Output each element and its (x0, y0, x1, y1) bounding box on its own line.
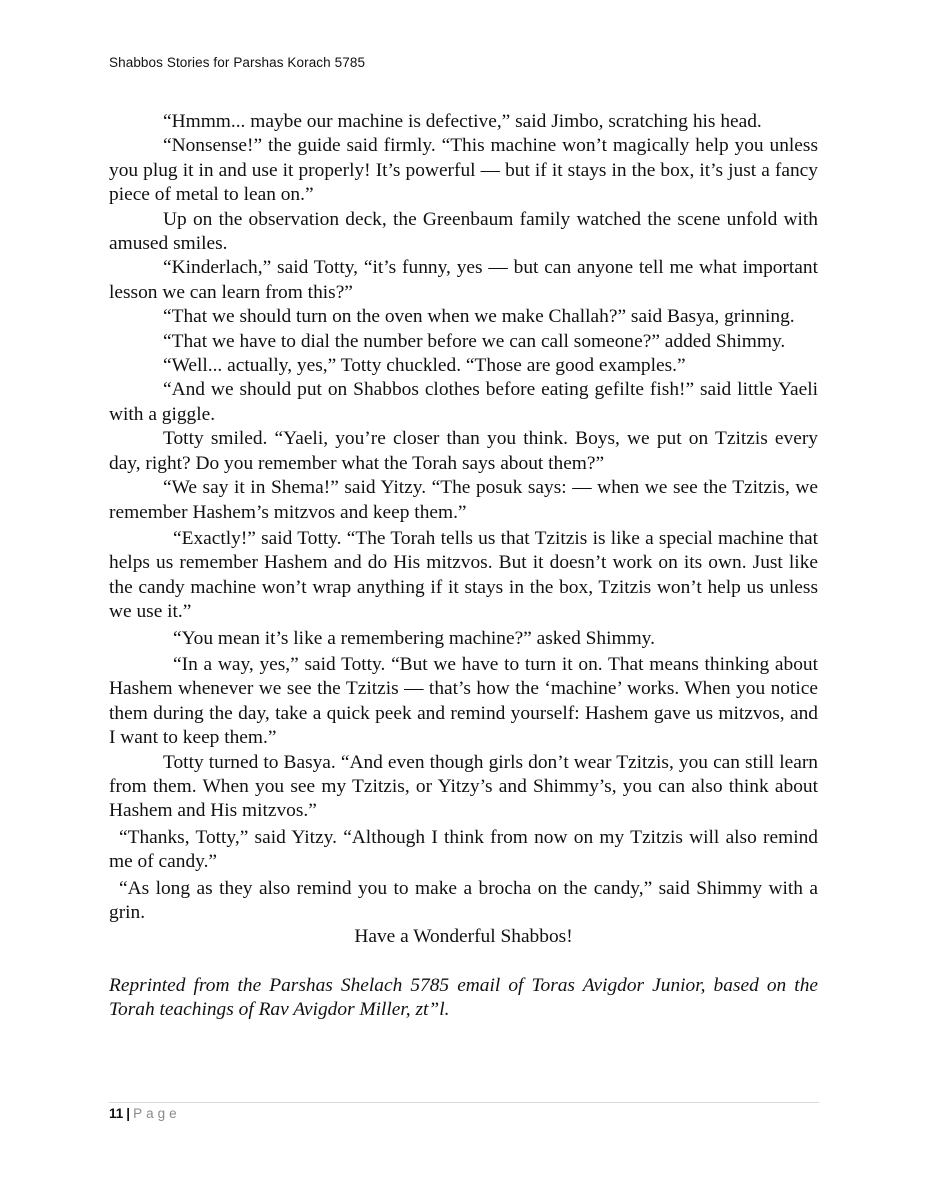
reprint-note: Reprinted from the Parshas Shelach 5785 email of Toras Avigdor Junior, based on the Torah teachings of Rav Avigdor Miller, zt”l. (109, 974, 818, 1020)
story-body (109, 110, 818, 1022)
story-paragraph: “Thanks, Totty,” said Yitzy. “Although I think from now on my Tzitzis will also remind me of candy.” (109, 826, 818, 873)
story-paragraph: Totty smiled. “Yaeli, you’re closer than you think. Boys, we put on Tzitzis every day, right? Do you remember what the Torah says about them?” (109, 428, 818, 474)
story-paragraph: “That we should turn on the oven when we make Challah?” said Basya, grinning. (163, 306, 795, 328)
story-paragraph: “Well... actually, yes,” Totty chuckled. “Those are good examples.” (163, 355, 686, 377)
page-number: 11 (109, 1106, 124, 1121)
story-paragraph: “Exactly!” said Totty. “The Torah tells us that Tzitzis is like a special machine that helps us remember Hashem and do His mitzvos. But it doesn’t work on its own. Just like the candy machine won’t wrap anything if it stays in the box, Tzitzis won’t help us unless we use it.” (109, 527, 818, 623)
story-paragraph: “You mean it’s like a remembering machine?” asked Shimmy. (173, 627, 655, 649)
story-paragraph: Totty turned to Basya. “And even though girls don’t wear Tzitzis, you can still learn from them. When you see my Tzitzis, or Yitzy’s and Shimmy’s, you can also think about Hashem and His mitzvos.” (109, 751, 818, 822)
story-paragraph: “Hmmm... maybe our machine is defective,” said Jimbo, scratching his head. (163, 111, 762, 132)
page-footer (109, 1106, 181, 1121)
story-paragraph: “Kinderlach,” said Totty, “it’s funny, yes — but can anyone tell me what important lesson we can learn from this?” (109, 257, 818, 303)
story-paragraph: “We say it in Shema!” said Yitzy. “The posuk says: — when we see the Tzitzis, we remember Hashem’s mitzvos and keep them.” (109, 477, 818, 523)
story-paragraph: “That we have to dial the number before we can call someone?” added Shimmy. (163, 330, 786, 352)
story-paragraph: “In a way, yes,” said Totty. “But we have to turn it on. That means thinking about Hashem whenever we see the Tzitzis — that’s how the ‘machine’ works. When you notice them during the day, take a quick peek and remind yourself: Hashem gave us mitzvos, and I want to keep them.” (109, 653, 818, 749)
page-header: Shabbos Stories for Parshas Korach 5785 (109, 55, 366, 70)
footer-divider (109, 1102, 819, 1103)
closing-line: Have a Wonderful Shabbos! (354, 926, 573, 948)
story-paragraph: “And we should put on Shabbos clothes before eating gefilte fish!” said little Yaeli with a giggle. (109, 379, 818, 425)
story-paragraph: “Nonsense!” the guide said firmly. “This machine won’t magically help you unless you plug it in and use it properly! It’s powerful — but if it stays in the box, it’s just a fancy piece of metal to lean on.” (109, 135, 818, 206)
page-label: Page (133, 1106, 181, 1121)
footer-separator: | (126, 1106, 131, 1121)
story-paragraph: “As long as they also remind you to make a brocha on the candy,” said Shimmy with a grin. (109, 877, 818, 923)
story-paragraph: Up on the observation deck, the Greenbaum family watched the scene unfold with amused smiles. (109, 208, 818, 255)
